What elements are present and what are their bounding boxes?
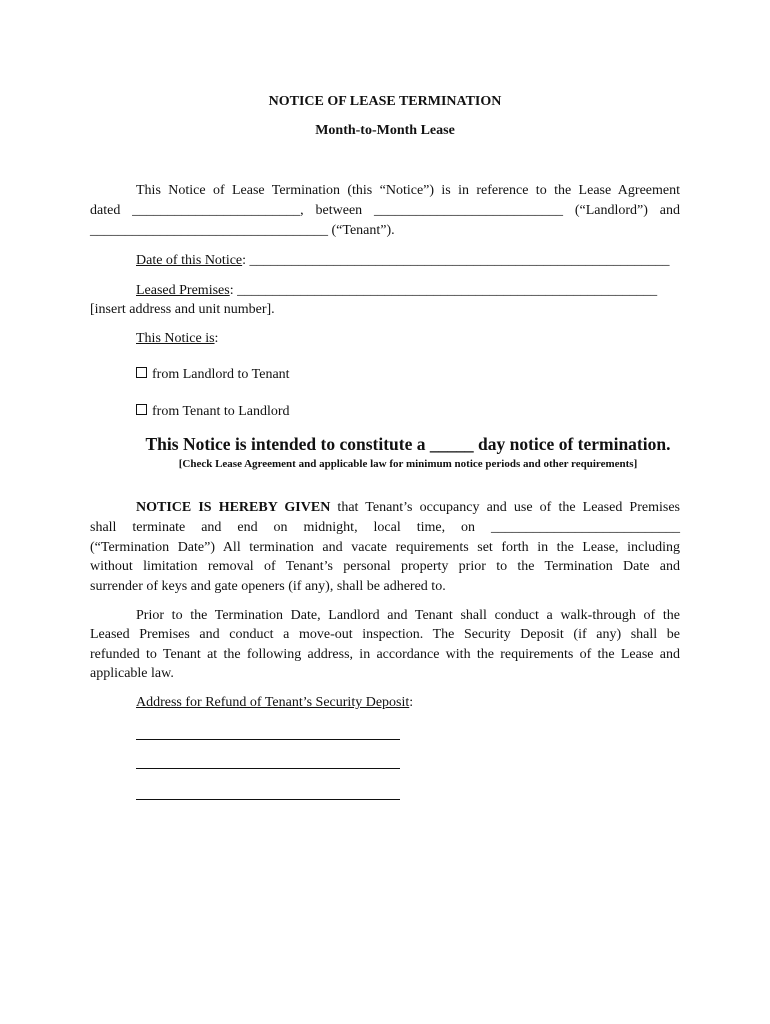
given-line-1: NOTICE IS HEREBY GIVEN that Tenant’s occupancy and use of the Leased Premises [136, 500, 680, 515]
option-tenant-to-landlord-label: from Tenant to Landlord [152, 404, 290, 419]
leased-premises-blank: : ____________________________________________________________ [229, 283, 658, 298]
checkbox-landlord-to-tenant[interactable] [136, 367, 147, 378]
walkthrough-line-3: refunded to Tenant at the following address, in accordance with the requirements of the Lease and [90, 647, 680, 662]
date-of-notice-field [136, 251, 680, 270]
notice-is-label: This Notice is [136, 331, 215, 346]
refund-address-heading: Address for Refund of Tenant’s Security Deposit: [136, 695, 414, 710]
leased-premises-label: Leased Premises [136, 283, 230, 298]
refund-address-line-1[interactable] [136, 739, 400, 740]
refund-address-line-3[interactable] [136, 799, 400, 800]
refund-address-line-2[interactable] [136, 768, 400, 769]
leased-premises-note: [insert address and unit number]. [90, 302, 275, 317]
date-of-notice-blank: : ____________________________________________________________ [242, 253, 670, 268]
leased-premises-field [136, 281, 680, 300]
document-subtitle: Month-to-Month Lease [315, 123, 455, 138]
intended-notice-statement: This Notice is intended to constitute a _____ day notice of termination. [145, 434, 671, 454]
option-landlord-to-tenant[interactable] [136, 365, 680, 384]
intro-line-3: __________________________________ (“Tenant”). [90, 223, 395, 238]
notice-hereby-given: NOTICE IS HEREBY GIVEN [136, 500, 331, 515]
intro-line-1: This Notice of Lease Termination (this “Notice”) is in reference to the Lease Agreement [136, 183, 680, 198]
refund-address-label: Address for Refund of Tenant’s Security Deposit [136, 695, 410, 710]
walkthrough-line-2: Leased Premises and conduct a move-out inspection. The Security Deposit (if any) shall be [90, 627, 680, 642]
document-title: NOTICE OF LEASE TERMINATION [268, 94, 502, 109]
intro-line-2: dated ________________________, between ___________________________ (“Landlord”) and [90, 203, 680, 218]
check-lease-note: [Check Lease Agreement and applicable law for minimum notice periods and other requirements] [178, 458, 638, 470]
walkthrough-line-4: applicable law. [90, 666, 174, 681]
date-of-notice-label: Date of this Notice [136, 253, 243, 268]
given-line-5: surrender of keys and gate openers (if any), shall be adhered to. [90, 579, 446, 594]
checkbox-tenant-to-landlord[interactable] [136, 404, 147, 415]
option-landlord-to-tenant-label: from Landlord to Tenant [152, 367, 290, 382]
notice-is-heading: This Notice is: [136, 331, 219, 346]
walkthrough-line-1: Prior to the Termination Date, Landlord and Tenant shall conduct a walk-through of the [136, 608, 680, 623]
given-line-4: without limitation removal of Tenant’s personal property prior to the Termination Date and [90, 559, 680, 574]
given-line-2: shall terminate and end on midnight, local time, on ___________________________ [90, 520, 680, 535]
given-line-3: (“Termination Date”) All termination and vacate requirements set forth in the Lease, including [90, 540, 680, 555]
option-tenant-to-landlord[interactable] [136, 402, 680, 421]
